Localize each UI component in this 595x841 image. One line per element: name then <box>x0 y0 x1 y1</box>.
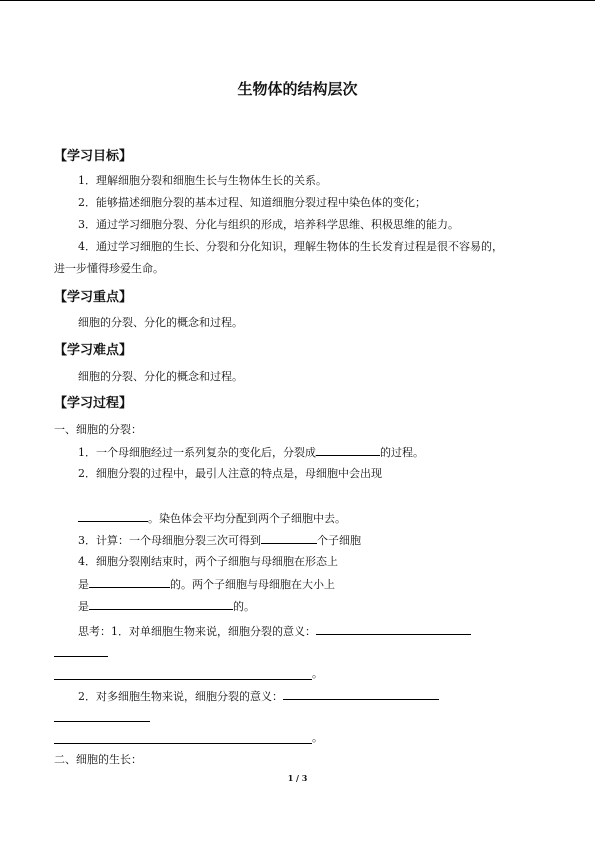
answer-blank[interactable] <box>89 599 233 610</box>
question-2-cont-text: 。染色体会平均分配到两个子细胞中去。 <box>148 512 346 525</box>
answer-blank[interactable] <box>316 624 471 635</box>
question-2-continuation <box>78 511 346 526</box>
answer-blank[interactable] <box>78 511 148 522</box>
question-4-mid: 的。两个子细胞与母细胞在大小上 <box>170 578 335 591</box>
question-2: 2．细胞分裂的过程中，最引人注意的特点是，母细胞中会出现 <box>78 467 382 480</box>
goals-heading: 【学习目标】 <box>54 149 133 164</box>
process-heading: 【学习过程】 <box>54 396 133 411</box>
question-4-prefix: 是 <box>78 578 89 591</box>
question-4-prefix: 是 <box>78 600 89 613</box>
think-1-text: 思考：1．对单细胞生物来说，细胞分裂的意义： <box>78 625 316 638</box>
goal-item: 3．通过学习细胞分裂、分化与组织的形成，培养科学思维、积极思维的能力。 <box>78 218 459 231</box>
question-3-suffix: 个子细胞 <box>317 534 361 547</box>
question-4-end: 的。 <box>233 600 255 613</box>
top-border <box>0 0 595 1</box>
difficult-point-heading: 【学习难点】 <box>54 343 133 358</box>
question-4: 4．细胞分裂刚结束时，两个子细胞与母细胞在形态上 <box>78 555 338 568</box>
question-4-line-b <box>78 599 255 614</box>
goal-item: 1．理解细胞分裂和细胞生长与生物体生长的关系。 <box>78 174 327 187</box>
answer-line[interactable] <box>54 656 108 657</box>
think-2-text: 2．对多细胞生物来说，细胞分裂的意义： <box>78 690 283 703</box>
think-1 <box>78 624 471 639</box>
question-1-suffix: 的过程。 <box>380 446 424 459</box>
page-number: 1 / 3 <box>287 773 308 783</box>
question-1 <box>78 445 424 460</box>
period-mark: 。 <box>312 667 323 680</box>
answer-line[interactable] <box>54 721 150 722</box>
question-4-line-a <box>78 577 335 592</box>
think-2 <box>78 689 439 704</box>
key-point-heading: 【学习重点】 <box>54 290 133 305</box>
question-3 <box>78 533 361 548</box>
part1-title: 一、细胞的分裂： <box>54 423 142 436</box>
goal-item: 4．通过学习细胞的生长、分裂和分化知识，理解生物体的生长发育过程是很不容易的， <box>78 240 503 253</box>
answer-blank[interactable] <box>261 533 317 544</box>
answer-blank[interactable] <box>89 577 170 588</box>
period-mark: 。 <box>312 731 323 744</box>
answer-blank[interactable] <box>283 689 439 700</box>
part2-title: 二、细胞的生长： <box>54 753 142 766</box>
difficult-point-text: 细胞的分裂、分化的概念和过程。 <box>78 370 243 383</box>
question-3-text: 3．计算：一个母细胞分裂三次可得到 <box>78 534 261 547</box>
answer-line[interactable] <box>54 743 312 744</box>
question-1-text: 1．一个母细胞经过一系列复杂的变化后，分裂成 <box>78 446 316 459</box>
goal-item: 2．能够描述细胞分裂的基本过程、知道细胞分裂过程中染色体的变化； <box>78 196 426 209</box>
page-title: 生物体的结构层次 <box>237 80 358 98</box>
goal-item-continuation: 进一步懂得珍爱生命。 <box>54 262 164 275</box>
key-point-text: 细胞的分裂、分化的概念和过程。 <box>78 316 243 329</box>
answer-blank[interactable] <box>316 445 380 456</box>
answer-line[interactable] <box>54 679 312 680</box>
